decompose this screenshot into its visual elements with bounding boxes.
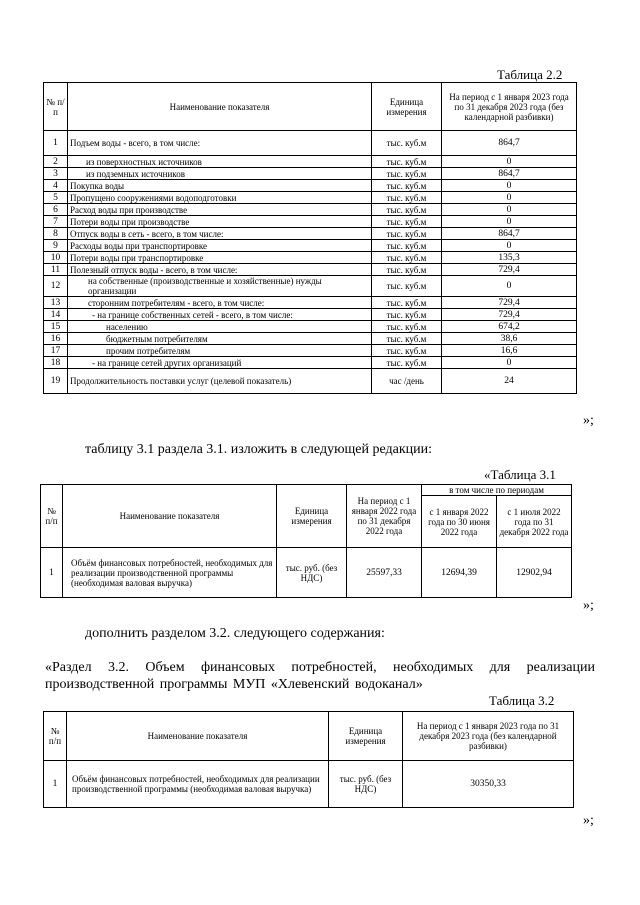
row-name: прочим потребителям [68, 345, 372, 357]
row-value: 0 [442, 240, 577, 252]
table-row [44, 252, 577, 264]
table-3-1-end-mark: »; [583, 598, 594, 613]
table-row [44, 168, 577, 180]
row-unit: тыс. куб.м [372, 297, 442, 309]
row-value: 38,6 [442, 333, 577, 345]
row-value: 0 [442, 357, 577, 369]
paragraph-section-3-2-title: «Раздел 3.2. Объем финансовых потребностей, необходимых для реализации производственной программы МУП «Хлевенский водоканал» [45, 660, 595, 692]
table-row [44, 131, 577, 156]
table-3-2 [43, 711, 574, 808]
row-num: 6 [44, 204, 68, 216]
table-row [44, 180, 577, 192]
row-name: Отпуск воды в сеть - всего, в том числе: [68, 228, 372, 240]
table-3-2-end-mark: »; [583, 813, 594, 828]
header-group: в том числе по периодам [422, 485, 572, 496]
row-unit: тыс. руб. (без НДС) [329, 761, 403, 808]
row-name: бюджетным потребителям [68, 333, 372, 345]
row-value: 0 [442, 204, 577, 216]
table-row [44, 156, 577, 168]
row-unit: тыс. куб.м [372, 180, 442, 192]
row-unit: тыс. куб.м [372, 276, 442, 297]
table-row [44, 264, 577, 276]
row-num: 4 [44, 180, 68, 192]
header-unit: Единица измерения [329, 712, 403, 761]
row-num: 1 [44, 761, 67, 808]
row-num: 14 [44, 309, 68, 321]
row-value-total: 25597,33 [347, 548, 422, 598]
header-period: На период с 1 января 2023 года по 31 декабря 2023 года (без календарной разбивки) [403, 712, 574, 761]
row-unit: тыс. куб.м [372, 131, 442, 156]
row-value: 0 [442, 156, 577, 168]
table-row [44, 369, 577, 394]
row-unit: тыс. куб.м [372, 333, 442, 345]
table-row [44, 357, 577, 369]
row-name: сторонним потребителям - всего, в том числе: [68, 297, 372, 309]
table-2-2-caption: Таблица 2.2 [497, 67, 563, 82]
table-row [44, 192, 577, 204]
row-num: 15 [44, 321, 68, 333]
row-value: 864,7 [442, 168, 577, 180]
table-row [44, 345, 577, 357]
header-name: Наименование показателя [67, 712, 329, 761]
table-row [44, 276, 577, 297]
row-num: 2 [44, 156, 68, 168]
header-sub-period-2: с 1 июля 2022 года по 31 декабря 2022 года [497, 496, 572, 548]
row-num: 18 [44, 357, 68, 369]
row-unit: тыс. куб.м [372, 192, 442, 204]
header-unit: Единица измерения [277, 485, 347, 548]
row-value: 729,4 [442, 309, 577, 321]
row-num: 17 [44, 345, 68, 357]
row-unit: тыс. куб.м [372, 168, 442, 180]
row-name: Подъем воды - всего, в том числе: [68, 131, 372, 156]
table-row [44, 309, 577, 321]
row-name: Расходы воды при транспортировке [68, 240, 372, 252]
row-num: 12 [44, 276, 68, 297]
table-3-1 [40, 484, 572, 598]
header-unit: Единица измерения [372, 83, 442, 131]
row-name: из подземных источников [68, 168, 372, 180]
table-row [44, 228, 577, 240]
row-value: 729,4 [442, 297, 577, 309]
table-row [44, 204, 577, 216]
row-name: населению [68, 321, 372, 333]
row-name: - на границе собственных сетей - всего, в том числе: [68, 309, 372, 321]
table-3-1-caption: «Таблица 3.1 [484, 467, 556, 482]
row-value: 674,2 [442, 321, 577, 333]
row-name: на собственные (производственные и хозяйственные) нужды организации [68, 276, 372, 297]
header-num: № п/п [44, 83, 68, 131]
row-value: 0 [442, 276, 577, 297]
row-value-h2: 12902,94 [497, 548, 572, 598]
table-3-2-caption: Таблица 3.2 [489, 693, 555, 708]
row-num: 19 [44, 369, 68, 394]
row-value: 0 [442, 180, 577, 192]
row-num: 5 [44, 192, 68, 204]
row-value: 729,4 [442, 264, 577, 276]
table-row [44, 333, 577, 345]
row-name: Потери воды при производстве [68, 216, 372, 228]
table-2-2 [43, 82, 577, 394]
row-value: 24 [442, 369, 577, 394]
row-name: Покупка воды [68, 180, 372, 192]
header-num: № п/п [41, 485, 63, 548]
row-unit: тыс. куб.м [372, 357, 442, 369]
row-name: Полезный отпуск воды - всего, в том числе: [68, 264, 372, 276]
header-num: № п/п [44, 712, 67, 761]
row-unit: тыс. куб.м [372, 264, 442, 276]
row-unit: час /день [372, 369, 442, 394]
row-value: 135,3 [442, 252, 577, 264]
row-value: 16,6 [442, 345, 577, 357]
header-sub-period-1: с 1 января 2022 года по 30 июня 2022 года [422, 496, 497, 548]
table-row [44, 297, 577, 309]
row-value: 30350,33 [403, 761, 574, 808]
row-name: - на границе сетей других организаций [68, 357, 372, 369]
row-unit: тыс. куб.м [372, 345, 442, 357]
paragraph-section-3-2-intro: дополнить разделом 3.2. следующего содержания: [85, 626, 385, 641]
row-num: 16 [44, 333, 68, 345]
row-unit: тыс. куб.м [372, 309, 442, 321]
table-row [41, 548, 572, 598]
header-name: Наименование показателя [68, 83, 372, 131]
row-num: 9 [44, 240, 68, 252]
row-name: из поверхностных источников [68, 156, 372, 168]
row-name: Расход воды при производстве [68, 204, 372, 216]
row-unit: тыс. куб.м [372, 252, 442, 264]
row-num: 3 [44, 168, 68, 180]
row-unit: тыс. куб.м [372, 240, 442, 252]
row-num: 1 [44, 131, 68, 156]
row-num: 8 [44, 228, 68, 240]
row-unit: тыс. куб.м [372, 204, 442, 216]
table-2-2-end-mark: »; [583, 413, 594, 428]
row-num: 1 [41, 548, 63, 598]
row-num: 13 [44, 297, 68, 309]
row-name: Пропущено сооружениями водоподготовки [68, 192, 372, 204]
row-name: Продолжительность поставки услуг (целевой показатель) [68, 369, 372, 394]
row-num: 11 [44, 264, 68, 276]
row-value-h1: 12694,39 [422, 548, 497, 598]
table-row [44, 216, 577, 228]
row-num: 10 [44, 252, 68, 264]
row-value: 0 [442, 216, 577, 228]
row-name: Потери воды при транспортировке [68, 252, 372, 264]
header-name: Наименование показателя [63, 485, 277, 548]
row-unit: тыс. куб.м [372, 228, 442, 240]
header-period: На период с 1 января 2022 года по 31 декабря 2022 года [347, 485, 422, 548]
row-value: 864,7 [442, 228, 577, 240]
row-unit: тыс. куб.м [372, 156, 442, 168]
row-unit: тыс. куб.м [372, 216, 442, 228]
row-value: 0 [442, 192, 577, 204]
row-name: Объём финансовых потребностей, необходимых для реализации производственной программы (необходимая валовая выручка) [63, 548, 277, 598]
paragraph-table-3-1-intro: таблицу 3.1 раздела 3.1. изложить в следующей редакции: [85, 442, 433, 457]
table-row [44, 761, 574, 808]
row-unit: тыс. куб.м [372, 321, 442, 333]
row-name: Объём финансовых потребностей, необходимых для реализации производственной программы (необходимая валовая выручка) [67, 761, 329, 808]
table-row [44, 240, 577, 252]
row-unit: тыс. руб. (без НДС) [277, 548, 347, 598]
table-row [44, 321, 577, 333]
row-num: 7 [44, 216, 68, 228]
row-value: 864,7 [442, 131, 577, 156]
header-period: На период с 1 января 2023 года по 31 декабря 2023 года (без календарной разбивки) [442, 83, 577, 131]
